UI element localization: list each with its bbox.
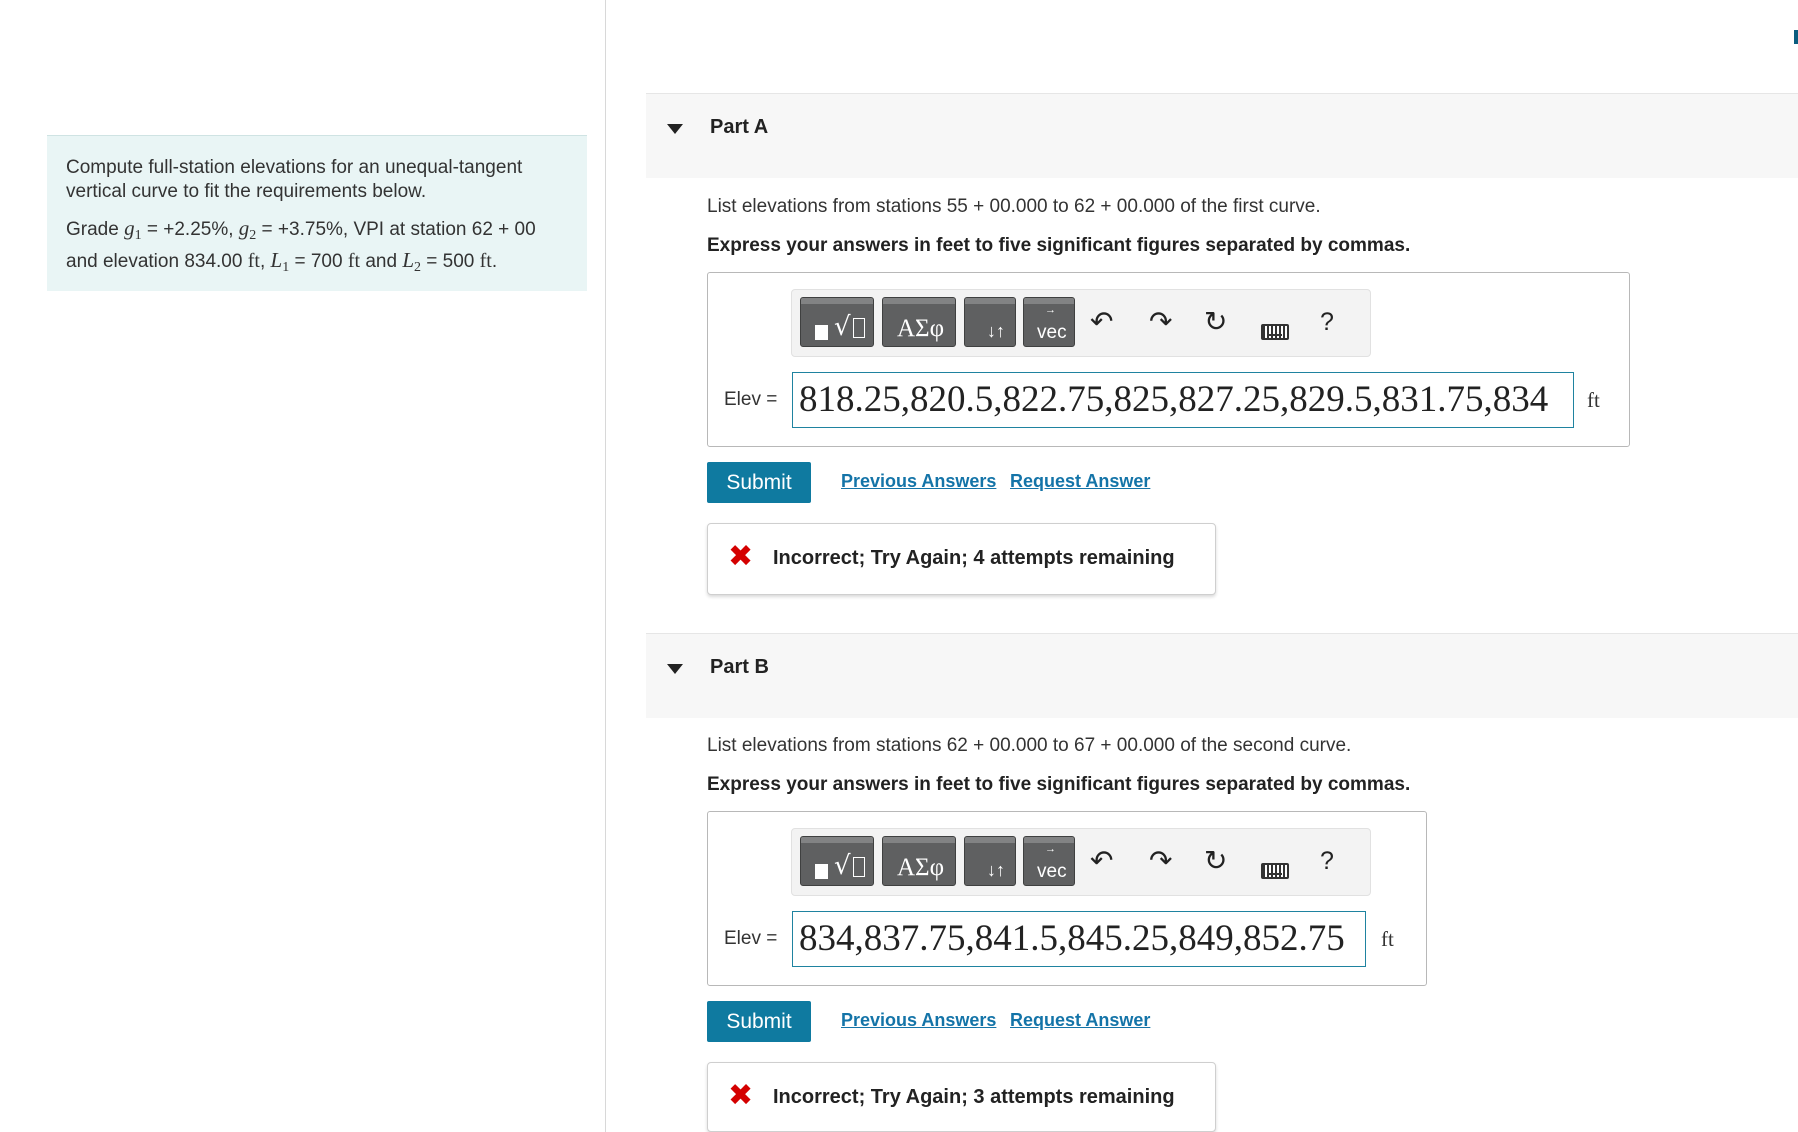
redo-icon[interactable]: ↷ bbox=[1149, 305, 1173, 338]
subscript-superscript-button[interactable] bbox=[964, 297, 1016, 347]
incorrect-x-icon: ✖ bbox=[728, 540, 754, 573]
vector-arrow-icon: → bbox=[1045, 843, 1056, 855]
part-a-answer-input[interactable]: 818.25,820.5,822.75,825,827.25,829.5,831.75,834 bbox=[792, 372, 1574, 428]
panel-divider bbox=[605, 0, 606, 1132]
unit-label: ft bbox=[1587, 388, 1600, 412]
keyboard-icon[interactable] bbox=[1261, 324, 1289, 340]
g1-symbol: $g_1$ bbox=[124, 216, 142, 243]
undo-icon[interactable]: ↶ bbox=[1090, 305, 1114, 338]
part-a-feedback bbox=[707, 523, 1216, 595]
elev-label: Elev = bbox=[724, 389, 778, 410]
subscript-superscript-button[interactable] bbox=[964, 836, 1016, 886]
incorrect-x-icon: ✖ bbox=[728, 1079, 754, 1112]
reset-icon[interactable]: ↻ bbox=[1204, 305, 1228, 338]
problem-intro: Compute full-station elevations for an unequal-tangent vertical curve to fit the requirements below. bbox=[66, 157, 523, 202]
part-b-express: Express your answers in feet to five significant figures separated by commas. bbox=[707, 774, 1411, 795]
part-a-submit-button[interactable]: Submit bbox=[707, 462, 811, 503]
part-b-title: Part B bbox=[710, 656, 769, 678]
g2-symbol: $g_2$ bbox=[238, 216, 257, 243]
math-toolbar bbox=[791, 289, 1371, 357]
help-icon[interactable]: ? bbox=[1320, 308, 1334, 336]
part-a-express: Express your answers in feet to five significant figures separated by commas. bbox=[707, 235, 1411, 256]
part-b-request-answer-link[interactable]: Request Answer bbox=[1010, 1010, 1151, 1030]
part-b-instruction: List elevations from stations 62 + 00.000 to 67 + 00.000 of the second curve. bbox=[707, 735, 1352, 756]
vector-button[interactable]: → vec bbox=[1023, 297, 1075, 347]
part-b-previous-answers-link[interactable]: Previous Answers bbox=[841, 1010, 997, 1030]
sqrt-icon: √ bbox=[834, 851, 851, 881]
templates-button[interactable] bbox=[800, 836, 874, 886]
part-b-submit-button[interactable]: Submit bbox=[707, 1001, 811, 1042]
reset-icon[interactable]: ↻ bbox=[1204, 844, 1228, 877]
vector-arrow-icon: → bbox=[1045, 304, 1056, 316]
part-a-previous-answers-link[interactable]: Previous Answers bbox=[841, 471, 997, 491]
undo-icon[interactable]: ↶ bbox=[1090, 844, 1114, 877]
feedback-message: Incorrect; Try Again; 4 attempts remaining bbox=[773, 547, 1175, 569]
elev-label: Elev = bbox=[724, 928, 778, 949]
feedback-message: Incorrect; Try Again; 3 attempts remaining bbox=[773, 1086, 1175, 1108]
part-b-answer-input[interactable]: 834,837.75,841.5,845.25,849,852.75 bbox=[792, 911, 1366, 967]
sqrt-icon: √ bbox=[834, 312, 851, 342]
part-a-answer-box bbox=[707, 272, 1630, 447]
part-a-request-answer-link[interactable]: Request Answer bbox=[1010, 471, 1151, 491]
sort-arrows-icon: ↓↑ bbox=[987, 860, 1005, 880]
part-b-feedback bbox=[707, 1062, 1216, 1132]
math-toolbar bbox=[791, 828, 1371, 896]
vector-button[interactable]: → vec bbox=[1023, 836, 1075, 886]
part-b-answer-box bbox=[707, 811, 1427, 986]
part-a-title: Part A bbox=[710, 116, 769, 138]
unit-label: ft bbox=[1381, 927, 1394, 951]
collapse-arrow-icon[interactable] bbox=[667, 664, 683, 674]
part-a-header[interactable] bbox=[646, 93, 1798, 178]
greek-symbols-button[interactable]: ΑΣφ bbox=[882, 836, 956, 886]
templates-button[interactable] bbox=[800, 297, 874, 347]
L2-symbol: $L_2$ bbox=[402, 248, 421, 275]
problem-givens: Grade $g_1 = +2.25\%$, $g_2 = +3.75\%$, VPI at station 62 + 00 and elevation 834.00 ft, $L_1 = 700$ ft and $L_2 = 500$ ft. bbox=[66, 216, 536, 275]
problem-statement bbox=[47, 135, 587, 291]
sort-arrows-icon: ↓↑ bbox=[987, 321, 1005, 341]
collapse-arrow-icon[interactable] bbox=[667, 124, 683, 134]
help-icon[interactable]: ? bbox=[1320, 847, 1334, 875]
part-a-instruction: List elevations from stations 55 + 00.000 to 62 + 00.000 of the first curve. bbox=[707, 196, 1321, 217]
redo-icon[interactable]: ↷ bbox=[1149, 844, 1173, 877]
keyboard-icon[interactable] bbox=[1261, 863, 1289, 879]
greek-symbols-button[interactable]: ΑΣφ bbox=[882, 297, 956, 347]
part-b-header[interactable] bbox=[646, 633, 1798, 718]
corner-indicator bbox=[1794, 30, 1798, 44]
L1-symbol: $L_1$ bbox=[270, 248, 290, 275]
